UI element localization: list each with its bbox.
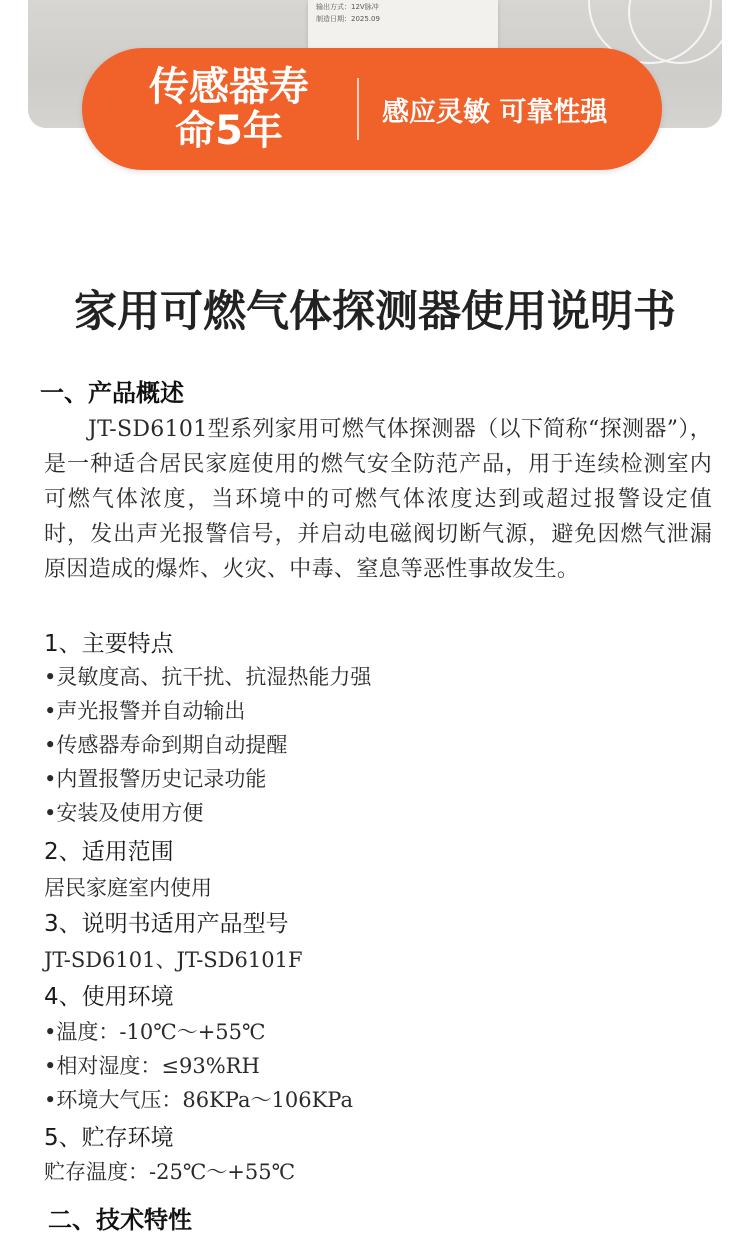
- models-heading: 3、说明书适用产品型号: [44, 911, 289, 937]
- environment-item: •环境大气压：86KPa～106KPa: [44, 1088, 353, 1112]
- environment-heading: 4、使用环境: [44, 984, 174, 1010]
- overview-paragraph: JT-SD6101型系列家用可燃气体探测器（以下简称“探测器”），是一种适合居民家庭使用的燃气安全防范产品，用于连续检测室内可燃气体浓度，当环境中的可燃气体浓度达到或超过报警设定值时，发出声光报警信号，并启动电磁阀切断气源，避免因燃气泄漏原因造成的爆炸、火灾、中毒、窒息等恶性事故发生。: [44, 417, 712, 582]
- manual-title: 家用可燃气体探测器使用说明书: [74, 287, 676, 337]
- banner-left-line1: 传感器寿: [149, 64, 309, 110]
- scope-heading: 2、适用范围: [44, 839, 174, 865]
- environment-item: •温度：-10℃～+55℃: [44, 1020, 266, 1044]
- storage-heading: 5、贮存环境: [44, 1125, 174, 1151]
- device-label-output: 输出方式：12V脉冲: [316, 3, 379, 11]
- feature-item: •内置报警历史记录功能: [44, 767, 267, 791]
- section-heading-technical: 二、技术特性: [48, 1206, 192, 1234]
- storage-text: 贮存温度：-25℃～+55℃: [44, 1160, 296, 1184]
- scope-text: 居民家庭室内使用: [44, 876, 212, 900]
- features-heading: 1、主要特点: [44, 631, 174, 657]
- feature-item: •灵敏度高、抗干扰、抗湿热能力强: [44, 665, 372, 689]
- section-heading-overview: 一、产品概述: [40, 379, 184, 407]
- feature-banner: [82, 48, 662, 170]
- feature-item: •安装及使用方便: [44, 801, 204, 825]
- device-label-date: 制造日期：2025.09: [316, 15, 380, 23]
- feature-item: •声光报警并自动输出: [44, 699, 246, 723]
- models-text: JT-SD6101、JT-SD6101F: [44, 948, 303, 972]
- environment-item: •相对湿度：≤93%RH: [44, 1054, 260, 1078]
- banner-left-line2: 命5年: [175, 108, 283, 154]
- feature-item: •传感器寿命到期自动提醒: [44, 733, 288, 757]
- banner-sensor-life: [134, 65, 324, 153]
- banner-divider: [357, 78, 359, 140]
- banner-sensitivity: 感应灵敏 可靠性强: [382, 97, 608, 128]
